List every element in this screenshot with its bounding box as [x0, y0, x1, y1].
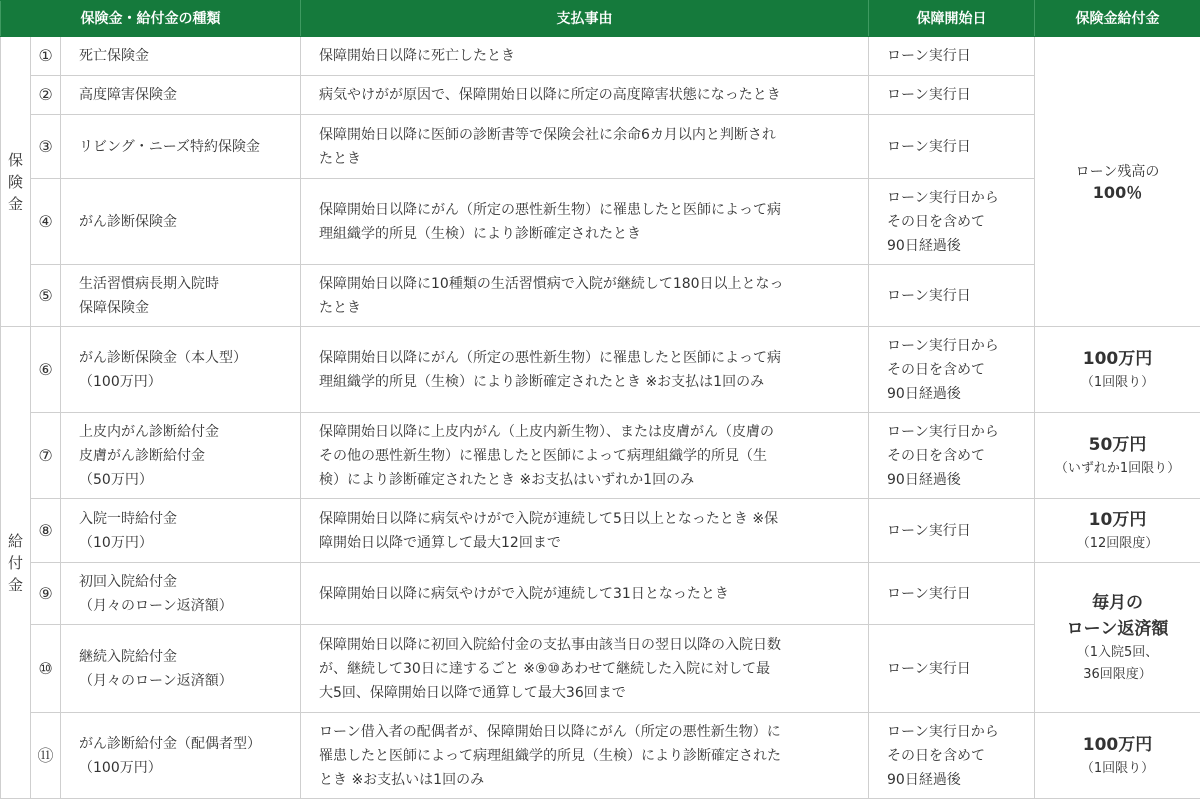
- row-number: ⑧: [31, 499, 61, 563]
- group-benefit: 給 付 金: [1, 327, 31, 799]
- table-row: [1, 37, 1200, 76]
- start-date: ローン実行日から その日を含めて 90日経過後: [869, 713, 1035, 799]
- start-date: ローン実行日から その日を含めて 90日経過後: [869, 327, 1035, 413]
- payment-reason: 保障開始日以降にがん（所定の悪性新生物）に罹患したと医師によって病 理組織学的所見（生検）により診断確定されたとき: [301, 179, 869, 265]
- amount-rows-1-5: ローン残高の 100％: [1035, 37, 1200, 327]
- payment-reason: 保障開始日以降に医師の診断書等で保険会社に余命6カ月以内と判断され たとき: [301, 115, 869, 179]
- start-date: ローン実行日: [869, 37, 1035, 76]
- benefit-type: 初回入院給付金 （月々のローン返済額）: [61, 563, 301, 625]
- row-number: ⑩: [31, 625, 61, 713]
- benefit-type: がん診断保険金: [61, 179, 301, 265]
- benefit-type: がん診断保険金（本人型） （100万円）: [61, 327, 301, 413]
- table-row: [1, 713, 1200, 799]
- payment-reason: 保障開始日以降に10種類の生活習慣病で入院が継続して180日以上となっ たとき: [301, 265, 869, 327]
- table-row: [1, 179, 1200, 265]
- table-row: [1, 76, 1200, 115]
- amount-row-6: 100万円 （1回限り）: [1035, 327, 1200, 413]
- header-start-date: 保障開始日: [869, 1, 1035, 37]
- payment-reason: ローン借入者の配偶者が、保障開始日以降にがん（所定の悪性新生物）に 罹患したと医師によって病理組織学的所見（生検）により診断確定された とき ※お支払いは1回のみ: [301, 713, 869, 799]
- row-number: ④: [31, 179, 61, 265]
- row-number: ⑪: [31, 713, 61, 799]
- start-date: ローン実行日: [869, 76, 1035, 115]
- benefit-type: がん診断給付金（配偶者型） （100万円）: [61, 713, 301, 799]
- benefit-type: 高度障害保険金: [61, 76, 301, 115]
- payment-reason: 病気やけがが原因で、保障開始日以降に所定の高度障害状態になったとき: [301, 76, 869, 115]
- table-row: [1, 625, 1200, 713]
- benefit-type: 生活習慣病長期入院時 保障保険金: [61, 265, 301, 327]
- start-date: ローン実行日: [869, 115, 1035, 179]
- payment-reason: 保障開始日以降に死亡したとき: [301, 37, 869, 76]
- benefit-type: 上皮内がん診断給付金 皮膚がん診断給付金 （50万円）: [61, 413, 301, 499]
- row-number: ⑦: [31, 413, 61, 499]
- payment-reason: 保障開始日以降に病気やけがで入院が連続して5日以上となったとき ※保 障開始日以降で通算して最大12回まで: [301, 499, 869, 563]
- row-number: ③: [31, 115, 61, 179]
- start-date: ローン実行日から その日を含めて 90日経過後: [869, 413, 1035, 499]
- start-date: ローン実行日: [869, 499, 1035, 563]
- row-number: ②: [31, 76, 61, 115]
- table-row: [1, 327, 1200, 413]
- start-date: ローン実行日: [869, 625, 1035, 713]
- amount-row-8: 10万円 （12回限度）: [1035, 499, 1200, 563]
- row-number: ⑨: [31, 563, 61, 625]
- table-header-row: [1, 1, 1200, 37]
- header-type: 保険金・給付金の種類: [1, 1, 301, 37]
- start-date: ローン実行日: [869, 265, 1035, 327]
- header-amount: 保険金給付金: [1035, 1, 1200, 37]
- table-row: [1, 265, 1200, 327]
- payment-reason: 保障開始日以降に上皮内がん（上皮内新生物）、または皮膚がん（皮膚の その他の悪性新生物）に罹患したと医師によって病理組織学的所見（生 検）により診断確定されたとき ※お支払はいずれか1回のみ: [301, 413, 869, 499]
- amount-row-11: 100万円 （1回限り）: [1035, 713, 1200, 799]
- benefit-type: 入院一時給付金 （10万円）: [61, 499, 301, 563]
- payment-reason: 保障開始日以降に病気やけがで入院が連続して31日となったとき: [301, 563, 869, 625]
- start-date: ローン実行日: [869, 563, 1035, 625]
- benefit-type: 継続入院給付金 （月々のローン返済額）: [61, 625, 301, 713]
- benefit-type: リビング・ニーズ特約保険金: [61, 115, 301, 179]
- benefit-type: 死亡保険金: [61, 37, 301, 76]
- row-number: ⑥: [31, 327, 61, 413]
- row-number: ①: [31, 37, 61, 76]
- amount-row-7: 50万円 （いずれか1回限り）: [1035, 413, 1200, 499]
- table-row: [1, 115, 1200, 179]
- table-row: [1, 563, 1200, 625]
- payment-reason: 保障開始日以降に初回入院給付金の支払事由該当日の翌日以降の入院日数 が、継続して30日に達するごと ※⑨⑩あわせて継続した入院に対して最 大5回、保障開始日以降で通算して最大36回まで: [301, 625, 869, 713]
- start-date: ローン実行日から その日を含めて 90日経過後: [869, 179, 1035, 265]
- payment-reason: 保障開始日以降にがん（所定の悪性新生物）に罹患したと医師によって病 理組織学的所見（生検）により診断確定されたとき ※お支払は1回のみ: [301, 327, 869, 413]
- table-row: [1, 499, 1200, 563]
- table-row: [1, 413, 1200, 499]
- row-number: ⑤: [31, 265, 61, 327]
- amount-rows-9-10: 毎月の ローン返済額 （1入院5回、 36回限度）: [1035, 563, 1200, 713]
- header-reason: 支払事由: [301, 1, 869, 37]
- group-insurance: 保 険 金: [1, 37, 31, 327]
